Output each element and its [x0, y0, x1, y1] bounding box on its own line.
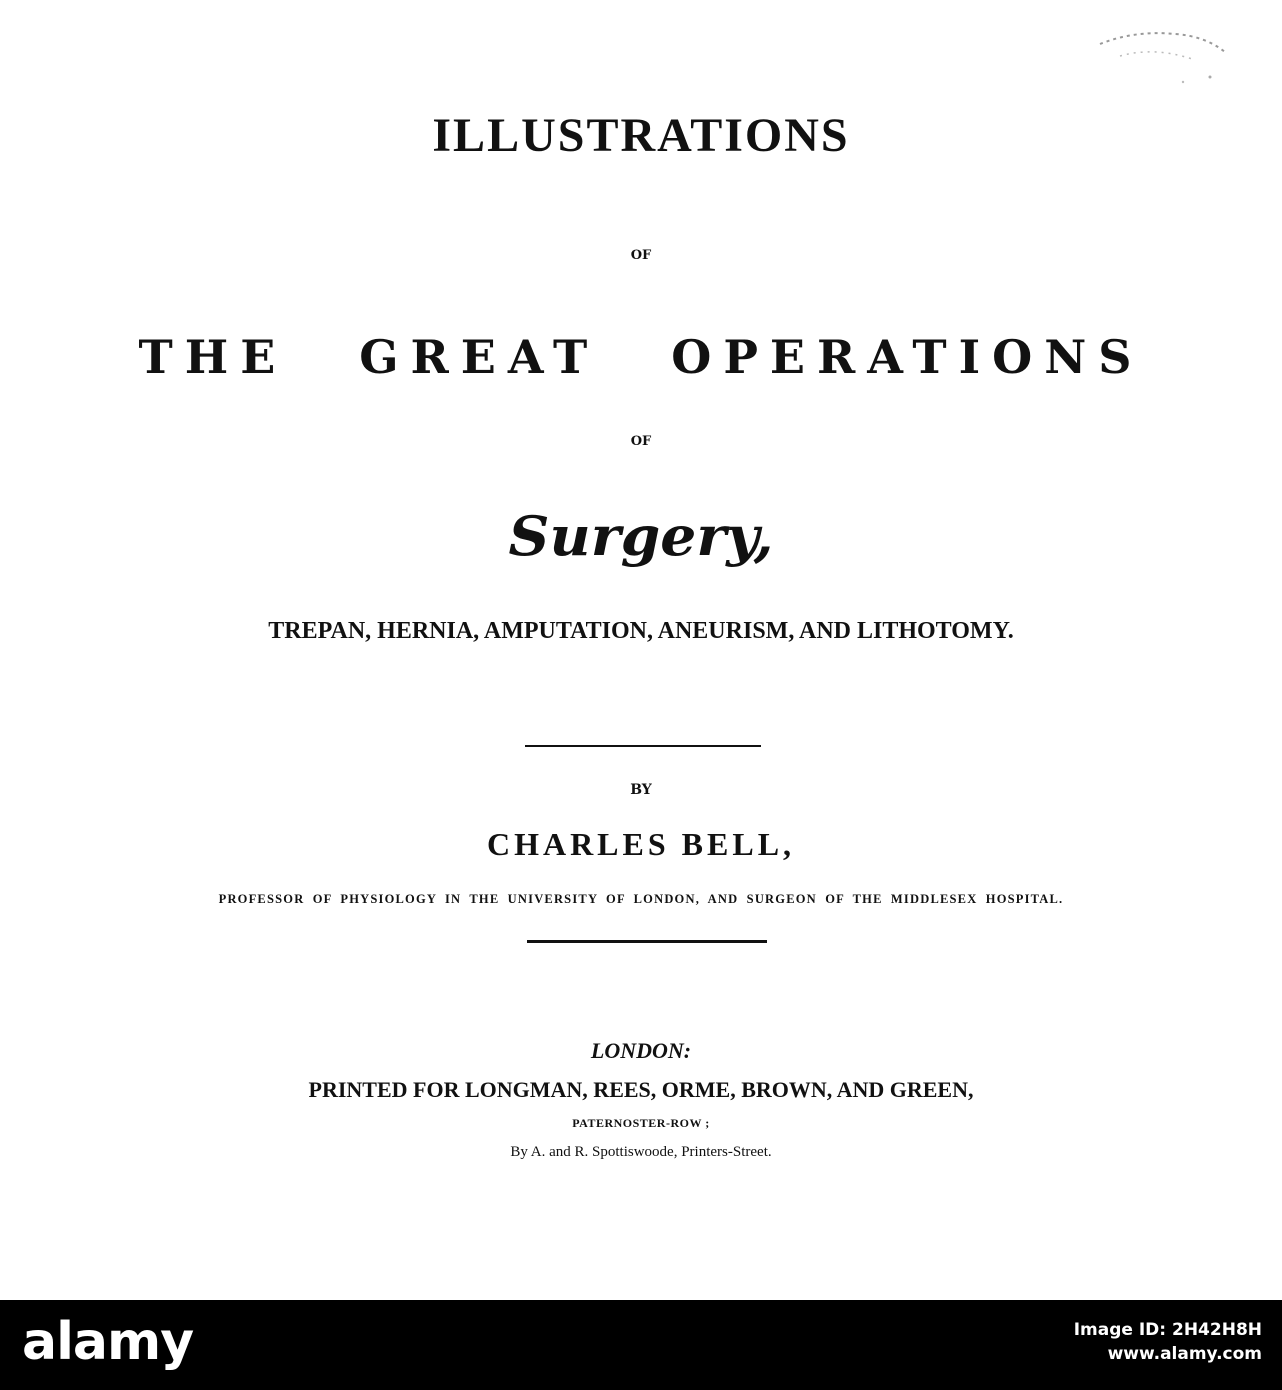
by-line: BY: [630, 782, 652, 798]
library-stamp-mark: [1095, 22, 1235, 102]
publication-city: LONDON:: [590, 1038, 692, 1063]
operations-list: TREPAN, HERNIA, AMPUTATION, ANEURISM, AND LITHOTOMY.: [268, 618, 1014, 644]
divider-rule-top: [525, 745, 761, 747]
book-subtitle: THE GREAT OPERATIONS: [138, 330, 1144, 384]
author-credentials: PROFESSOR OF PHYSIOLOGY IN THE UNIVERSITY OF LONDON, AND SURGEON OF THE MIDDLESEX HOSPITAL.: [218, 892, 1064, 906]
book-title: ILLUSTRATIONS: [432, 109, 850, 162]
image-id-label: Image ID: 2H42H8H: [1073, 1320, 1262, 1340]
connector-of-2: OF: [630, 434, 652, 449]
subject-surgery: Surgery,: [508, 504, 774, 568]
connector-of-1: OF: [630, 248, 652, 263]
image-id-block: [1074, 1318, 1262, 1366]
alamy-logo: alamy: [22, 1312, 194, 1372]
author-name: CHARLES BELL,: [486, 826, 796, 862]
publisher-address: PATERNOSTER-ROW ;: [572, 1116, 710, 1130]
divider-rule-bottom: [527, 940, 767, 943]
source-url: www.alamy.com: [1107, 1344, 1262, 1364]
publisher-line: PRINTED FOR LONGMAN, REES, ORME, BROWN, AND GREEN,: [308, 1077, 974, 1102]
printer-line: By A. and R. Spottiswoode, Printers-Street.: [510, 1144, 772, 1160]
